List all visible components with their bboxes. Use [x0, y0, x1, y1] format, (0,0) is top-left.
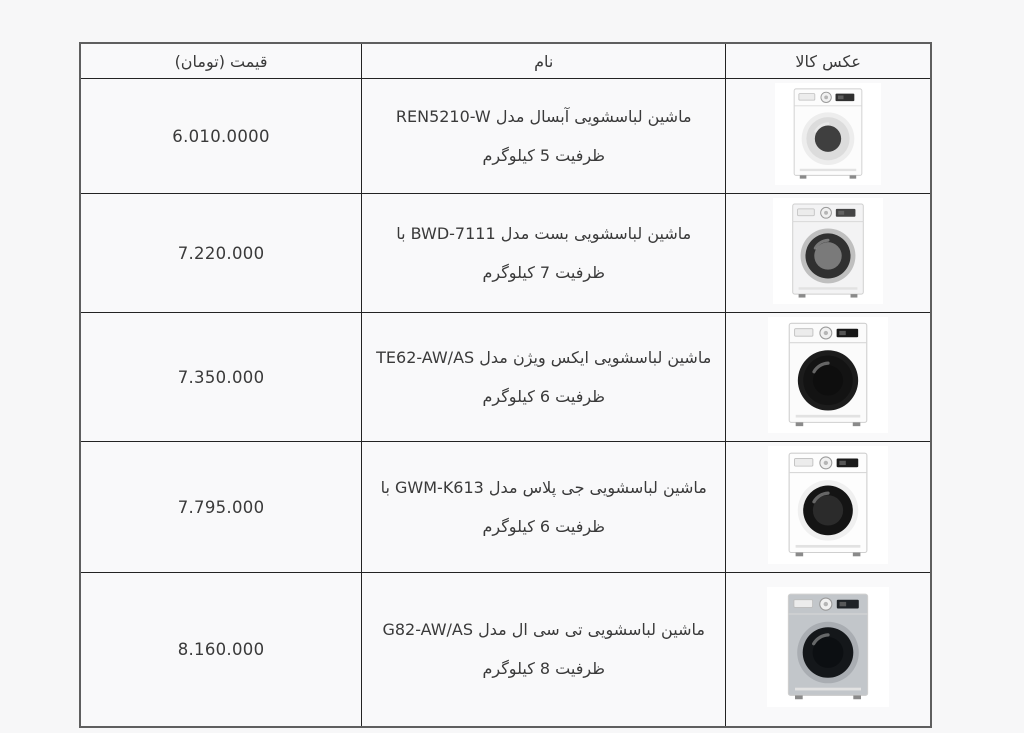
washing-machine-icon: [779, 200, 877, 302]
washing-machine-image: [768, 317, 888, 433]
washing-machine-image: [768, 446, 888, 564]
column-header-name: نام: [362, 43, 726, 79]
product-name: ماشین لباسشویی آبسال مدل REN5210-W ظرفیت 5 کیلوگرم: [362, 79, 726, 194]
price-table: [79, 42, 932, 728]
product-price: 6.010.0000: [80, 79, 362, 194]
product-name: ماشین لباسشویی تی سی ال مدل G82-AW/AS ظرفیت 8 کیلوگرم: [362, 573, 726, 727]
washing-machine-icon: [774, 319, 882, 431]
product-price: 8.160.000: [80, 573, 362, 727]
product-price: 7.795.000: [80, 442, 362, 573]
product-name: ماشین لباسشویی بست مدل BWD-7111 با ظرفیت 7 کیلوگرم: [362, 194, 726, 313]
washing-machine-icon: [781, 85, 875, 183]
washing-machine-image: [773, 198, 883, 304]
table-row: [80, 194, 931, 313]
product-image-cell: [726, 79, 931, 194]
washing-machine-image: [767, 587, 889, 707]
table-row: [80, 79, 931, 194]
column-header-price: قیمت (تومان): [80, 43, 362, 79]
product-image-cell: [726, 194, 931, 313]
column-header-image: عکس کالا: [726, 43, 931, 79]
header-row: [80, 43, 931, 79]
table-row: [80, 442, 931, 573]
table-row: [80, 313, 931, 442]
table-row: [80, 573, 931, 727]
product-image-cell: [726, 442, 931, 573]
product-name: ماشین لباسشویی ایکس ویژن مدل TE62-AW/AS ظرفیت 6 کیلوگرم: [362, 313, 726, 442]
product-price: 7.220.000: [80, 194, 362, 313]
washing-machine-icon: [774, 448, 882, 562]
washing-machine-image: [775, 83, 881, 185]
washing-machine-icon: [773, 589, 883, 705]
product-name: ماشین لباسشویی جی پلاس مدل GWM-K613 با ظرفیت 6 کیلوگرم: [362, 442, 726, 573]
product-image-cell: [726, 573, 931, 727]
product-image-cell: [726, 313, 931, 442]
product-price: 7.350.000: [80, 313, 362, 442]
